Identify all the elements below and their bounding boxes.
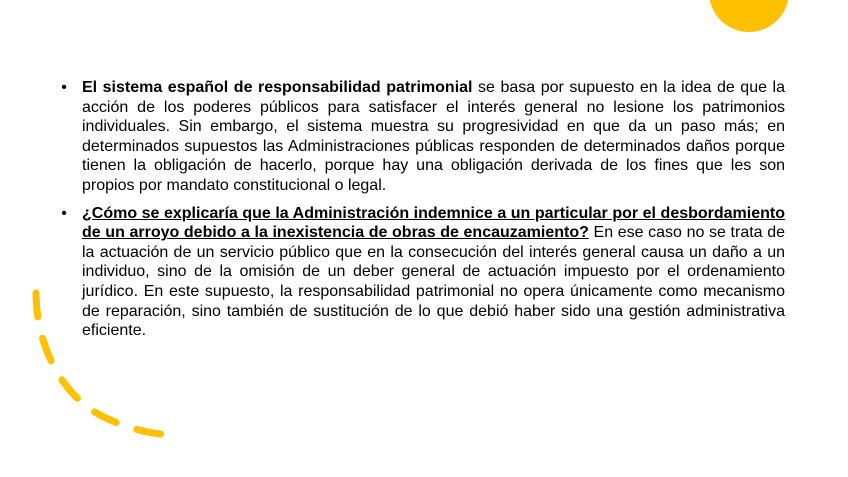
yellow-circle-decoration xyxy=(709,0,789,32)
slide-content xyxy=(58,78,785,349)
bullet-list xyxy=(58,78,785,341)
bullet-marker: • xyxy=(61,204,67,222)
bullet-body-text: se basa por supuesto en la idea de que la acción de los poderes públicos para satisfacer el interés general no lesione los patrimonios individuales. Sin embargo, el sistema muestra su progresividad en que da un paso más; en determinados supuestos las Administraciones públicas responden de determinados daños porque tienen la obligación de hacerlo, porque hay una obligación derivada de los fines que les son propios por mandato constitucional o legal. xyxy=(82,79,785,194)
bullet-lead-text: El sistema español de responsabilidad patrimonial xyxy=(82,79,473,96)
bullet-item xyxy=(58,78,785,196)
bullet-marker: • xyxy=(61,79,67,96)
bullet-lead-question: ¿Cómo se explicaría que la Administración indemnice a un particular por el desbordamiento de un arroyo debido a la inexistencia de obras de encauzamiento? xyxy=(82,204,785,242)
bullet-item xyxy=(58,204,785,341)
bullet-body-text: En ese caso no se trata de la actuación de un servicio público que en la consecución del interés general causa un daño a un individuo, sino de la omisión de un deber general de actuación impuesto por el ordenamiento jurídico. En este supuesto, la responsabilidad patrimonial no opera únicamente como mecanismo de reparación, sino también de sustitución de lo que debió haber sido una gestión administrativa eficiente. xyxy=(82,224,785,340)
